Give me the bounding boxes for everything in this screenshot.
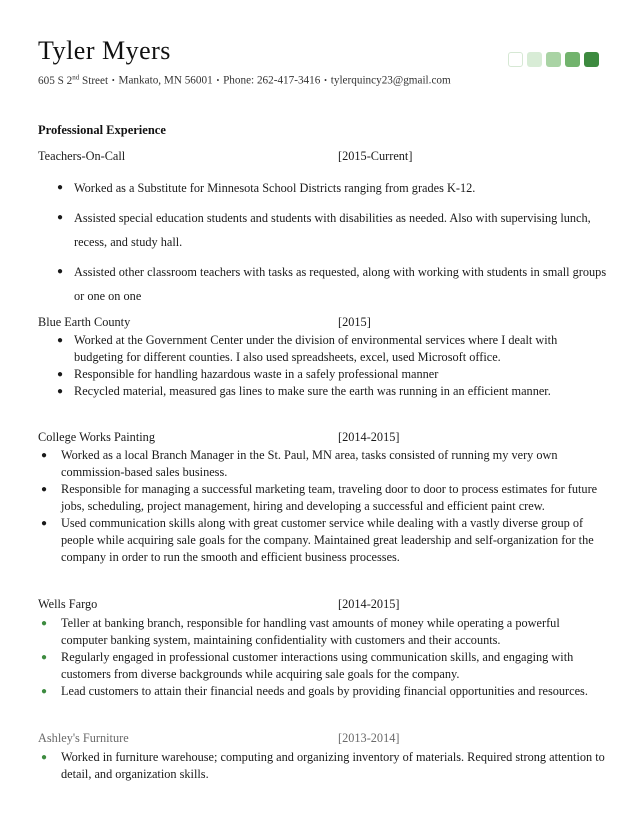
- job-entry: [38, 430, 608, 566]
- list-item: ● Recycled material, measured gas lines to make sure the earth was running in an efficient manner.: [57, 384, 551, 398]
- job-dates: [2015]: [338, 315, 371, 329]
- bullet-list: [38, 447, 608, 566]
- section-title: Professional Experience: [38, 123, 166, 137]
- email-link[interactable]: tylerquincy23@gmail.com: [330, 74, 451, 87]
- list-item: ● Used communication skills along with great customer service while dealing with a vastly diverse group of people while acquiring sale goals for the company. Maintained great leadership and self-organization for the company in order to run the smooth and efficient business processes.: [41, 516, 594, 564]
- candidate-name: Tyler Myers: [38, 36, 171, 65]
- company-name: Teachers-On-Call: [38, 149, 126, 163]
- list-item: ● Worked as a Substitute for Minnesota School Districts ranging from grades K-12.: [38, 176, 608, 200]
- job-entry: [38, 149, 608, 314]
- bullet-icon: ●: [57, 386, 64, 397]
- separator: •: [216, 75, 220, 85]
- color-swatch-bar: [508, 52, 599, 67]
- job-entry: [38, 597, 608, 700]
- company-name: Blue Earth County: [38, 315, 131, 329]
- bullet-list: [38, 176, 608, 308]
- company-name: Wells Fargo: [38, 597, 98, 611]
- separator: •: [324, 75, 327, 85]
- city: Mankato, MN 56001: [118, 74, 213, 87]
- swatch: [584, 52, 599, 67]
- bullet-icon: ●: [57, 369, 64, 380]
- bullet-icon: ●: [41, 652, 48, 663]
- job-dates: [2014-2015]: [338, 597, 400, 611]
- job-dates: [2013-2014]: [338, 731, 400, 745]
- company-name: College Works Painting: [38, 430, 155, 444]
- list-item: ● Assisted special education students and students with disabilities as needed. Also with supervising lunch, recess, and study hall.: [38, 206, 608, 254]
- bullet-list: [38, 615, 608, 700]
- list-item: ● Responsible for handling hazardous waste in a safely professional manner: [57, 367, 439, 381]
- contact-line: [38, 73, 451, 87]
- bullet-icon: ●: [41, 450, 48, 461]
- bullet-list: [38, 332, 608, 400]
- list-item: ● Assisted other classroom teachers with tasks as requested, along with working with students in small groups or one on one: [38, 260, 608, 308]
- bullet-icon: ●: [57, 335, 64, 346]
- swatch: [508, 52, 523, 67]
- phone: Phone: 262-417-3416: [223, 74, 321, 87]
- list-item: ● Worked in furniture warehouse; computing and organizing inventory of materials. Required strong attention to detail, and organization skills.: [41, 750, 605, 781]
- job-dates: [2015-Current]: [338, 149, 413, 163]
- address: 605 S 2nd Street: [38, 73, 109, 87]
- bullet-list: [38, 749, 608, 783]
- job-dates: [2014-2015]: [338, 430, 400, 444]
- list-item: ● Responsible for managing a successful marketing team, traveling door to door to process estimates for future jobs, scheduling, project management, hiring and developing a successful and efficient paint crew.: [41, 482, 598, 513]
- company-name: Ashley's Furniture: [38, 731, 129, 745]
- job-entry: [38, 315, 608, 400]
- bullet-icon: ●: [41, 686, 48, 697]
- swatch: [565, 52, 580, 67]
- list-item: ● Teller at banking branch, responsible for handling vast amounts of money while operating a powerful computer banking system, maintaining confidentiality with customers and their accounts.: [41, 616, 560, 647]
- bullet-icon: ●: [41, 484, 48, 495]
- list-item: ● Regularly engaged in professional customer interactions using communication skills, and engaging with customers from diverse backgrounds while acquiring sale goals for the company.: [41, 650, 574, 681]
- bullet-icon: ●: [57, 212, 64, 223]
- job-entry: [38, 731, 608, 783]
- swatch: [546, 52, 561, 67]
- bullet-icon: ●: [57, 182, 64, 193]
- bullet-icon: ●: [41, 518, 48, 529]
- separator: •: [111, 75, 115, 85]
- bullet-icon: ●: [57, 266, 64, 277]
- list-item: ● Lead customers to attain their financial needs and goals by providing financial opportunities and resources.: [41, 684, 588, 698]
- swatch: [527, 52, 542, 67]
- bullet-icon: ●: [41, 618, 48, 629]
- list-item: ● Worked at the Government Center under the division of environmental services where I dealt with budgeting for different counties. I also used spreadsheets, excel, used Microsoft office.: [57, 333, 558, 364]
- list-item: ● Worked as a local Branch Manager in the St. Paul, MN area, tasks consisted of running my very own commission-based sales business.: [41, 448, 558, 479]
- bullet-icon: ●: [41, 752, 48, 763]
